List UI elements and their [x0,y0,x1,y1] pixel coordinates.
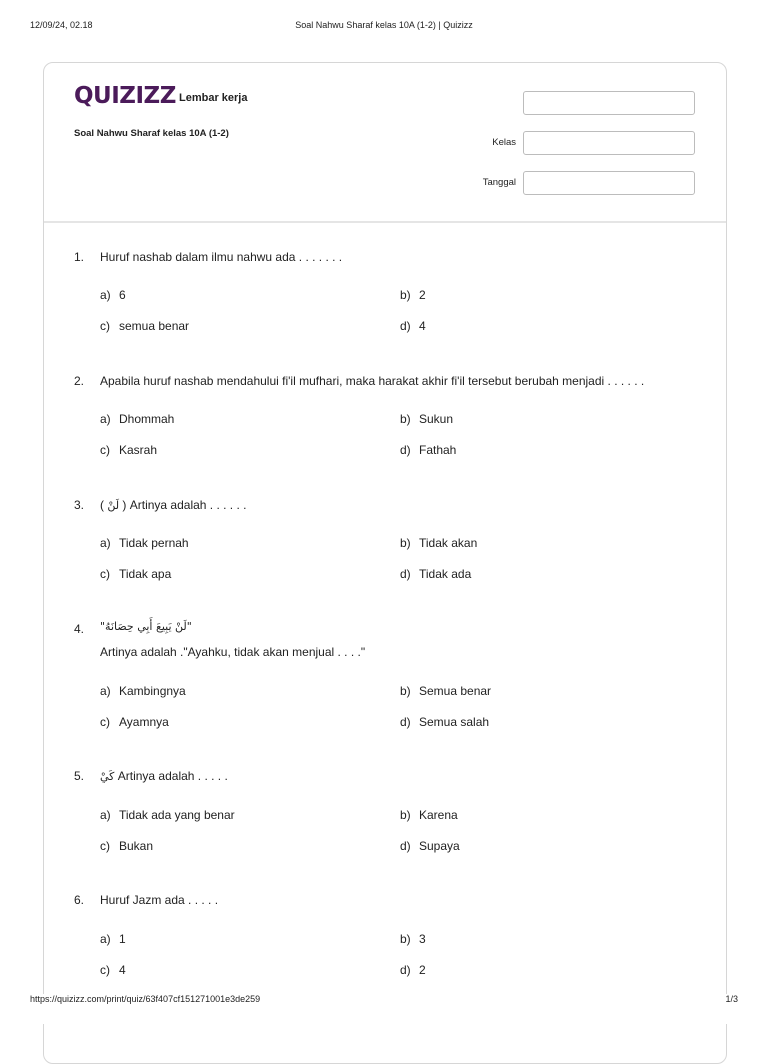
option-a[interactable]: a) 1 [100,932,126,946]
option-a[interactable]: a) Tidak ada yang benar [100,808,235,822]
option-c[interactable]: c) semua benar [100,319,190,333]
quizizz-logo: QUIZIZZ [74,83,176,109]
question-number: 5. [74,769,85,783]
question-number: 4. [74,622,85,636]
question-number: 2. [74,374,85,388]
question-text: كَيْ Artinya adalah . . . . . [100,769,228,783]
option-a[interactable]: a) Dhommah [100,412,175,426]
question-number: 6. [74,893,85,907]
question-text: ( لَنْ ) Artinya adalah . . . . . . [100,498,247,512]
option-c[interactable]: c) Tidak apa [100,567,172,581]
option-c[interactable]: c) Bukan [100,839,154,853]
arabic-text: "لَنْ يَبِيعَ أَبِي حِصَانَهُ" [100,620,192,633]
worksheet-header [44,63,726,223]
option-d[interactable]: d) Tidak ada [400,567,472,581]
option-b[interactable]: b) Karena [400,808,458,822]
arabic-text: كَيْ [100,770,115,783]
question-text: Huruf Jazm ada . . . . . [100,893,219,907]
option-d[interactable]: d) 4 [400,319,426,333]
question-number: 1. [74,250,85,264]
option-b[interactable]: b) 2 [400,288,426,302]
question-text: Apabila huruf nashab mendahului fi'il mufhari, maka harakat akhir fi'il tersebut berubah menjadi . . . . . . [100,374,645,388]
kelas-field[interactable] [523,131,695,155]
print-page-number: 1/3 [725,994,738,1004]
quiz-title: Soal Nahwu Sharaf kelas 10A (1-2) [74,128,229,139]
tanggal-field[interactable] [523,171,695,195]
tanggal-label: Tanggal [482,177,516,188]
option-d[interactable]: d) Fathah [400,443,457,457]
print-page-title: Soal Nahwu Sharaf kelas 10A (1-2) | Quizizz [295,20,473,30]
option-a[interactable]: a) 6 [100,288,126,302]
question-number: 3. [74,498,85,512]
print-footer [0,994,768,1024]
question-text: Artinya adalah ."Ayahku, tidak akan menjual . . . ." [100,645,366,659]
option-b[interactable]: b) Semua benar [400,684,492,698]
print-datetime: 12/09/24, 02.18 [30,20,93,30]
option-c[interactable]: c) 4 [100,963,126,977]
arabic-text: لَنْ [107,499,120,512]
option-b[interactable]: b) 3 [400,932,426,946]
option-a[interactable]: a) Tidak pernah [100,536,189,550]
option-d[interactable]: d) Supaya [400,839,460,853]
name-field[interactable] [523,91,695,115]
option-c[interactable]: c) Kasrah [100,443,158,457]
option-b[interactable]: b) Sukun [400,412,454,426]
worksheet-card [43,62,727,1064]
option-a[interactable]: a) Kambingnya [100,684,186,698]
question-text: Huruf nashab dalam ilmu nahwu ada . . . . . . . [100,250,343,264]
print-url: https://quizizz.com/print/quiz/63f407cf151271001e3de259 [30,994,261,1004]
worksheet-label: Lembar kerja [179,92,248,104]
kelas-label: Kelas [492,137,516,148]
option-d[interactable]: d) 2 [400,963,426,977]
option-b[interactable]: b) Tidak akan [400,536,478,550]
option-d[interactable]: d) Semua salah [400,715,490,729]
option-c[interactable]: c) Ayamnya [100,715,169,729]
